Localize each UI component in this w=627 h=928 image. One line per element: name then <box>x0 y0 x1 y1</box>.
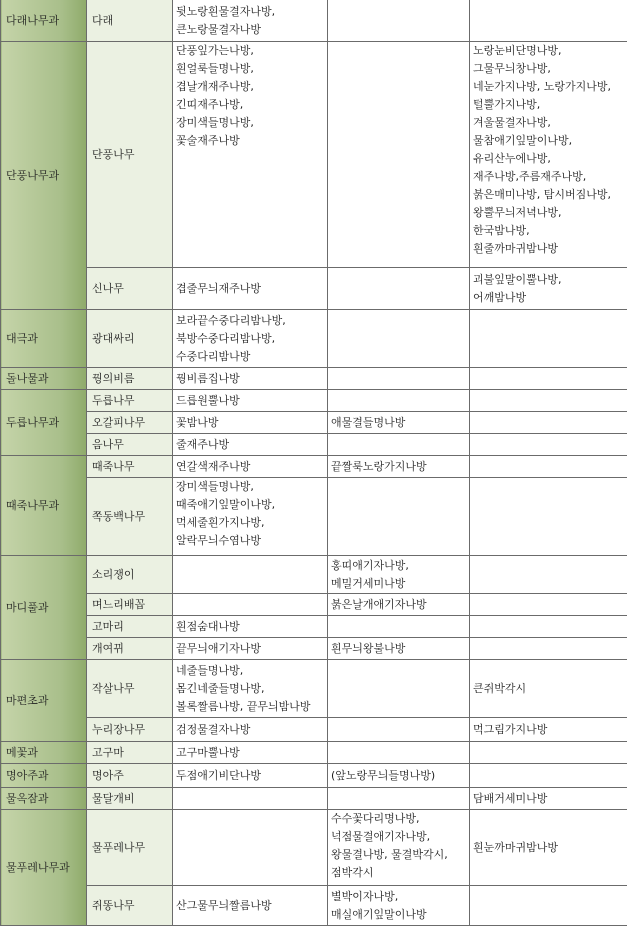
col3-cell <box>173 594 328 616</box>
table-row <box>1 456 627 478</box>
table-row <box>1 788 627 810</box>
moth-name: 왕물결나방, 물결박각시, <box>331 848 448 861</box>
moth-name: 끝무늬애기자나방 <box>176 641 262 655</box>
moth-name: 큰노랑물결자나방 <box>176 22 262 36</box>
plant-cell: 며느리배꼽 <box>87 594 173 616</box>
moth-name: 홍띠애기자나방, <box>331 558 409 572</box>
moth-name: 흰눈까마귀밤나방 <box>473 840 559 854</box>
col5-cell <box>470 478 627 556</box>
col4-cell <box>328 42 470 268</box>
col3-cell <box>173 268 328 310</box>
moth-name: 겹줄무늬재주나방 <box>176 281 262 295</box>
moth-name: 그물무늬창나방, <box>473 62 551 75</box>
moth-name: 괴불잎말이뿔나방, <box>473 272 562 286</box>
moth-name: 큰쥐박각시 <box>473 681 527 695</box>
col5-cell <box>470 268 627 310</box>
plant-cell: 단풍나무 <box>87 42 173 268</box>
family-cell: 대극과 <box>1 310 87 368</box>
moth-name: 줄재주나방 <box>176 437 230 451</box>
moth-name: 먹세줄흰가지나방, <box>176 516 265 529</box>
moth-name: 메밀거세미나방 <box>331 576 406 590</box>
col5-cell <box>470 556 627 594</box>
col5-cell <box>470 594 627 616</box>
col4-cell <box>328 434 470 456</box>
col5-cell <box>470 368 627 390</box>
moth-name: 두점애기비단나방 <box>176 768 262 782</box>
family-cell: 마편초과 <box>1 660 87 742</box>
moth-name: 볼록짤름나방, 끝무늬밤나방 <box>176 699 311 713</box>
moth-name: 점박각시 <box>331 866 374 879</box>
col3-cell <box>173 368 328 390</box>
family-cell: 마디풀과 <box>1 556 87 660</box>
moth-name: 어깨밤나방 <box>473 290 527 304</box>
moth-name: 노랑눈비단명나방, <box>473 44 562 57</box>
moth-name: 담배거세미나방 <box>473 791 548 805</box>
moth-name: 붉은매미나방, 탐시버짐나방, <box>473 188 612 201</box>
moth-name: 몸긴네줄들명나방, <box>176 681 265 695</box>
moth-name: 보라끝수중다리밤나방, <box>176 313 286 327</box>
plant-cell: 오갈피나무 <box>87 412 173 434</box>
col3-cell <box>173 638 328 660</box>
col4-cell <box>328 310 470 368</box>
col3-cell <box>173 764 328 788</box>
moth-name: 꽃술재주나방 <box>176 134 240 147</box>
col4-cell <box>328 556 470 594</box>
plant-cell: 물달개비 <box>87 788 173 810</box>
moth-name: 매실애기잎말이나방 <box>331 907 427 921</box>
col3-cell <box>173 556 328 594</box>
col5-cell <box>470 412 627 434</box>
col5-cell <box>470 810 627 886</box>
moth-name: 단풍잎가는나방, <box>176 44 254 57</box>
table-row <box>1 434 627 456</box>
table-row <box>1 556 627 594</box>
moth-name: 겨울물결자나방, <box>473 116 551 129</box>
col4-cell <box>328 478 470 556</box>
col4-cell <box>328 638 470 660</box>
family-cell: 물푸레나무과 <box>1 810 87 926</box>
col3-cell <box>173 788 328 810</box>
family-cell: 명아주과 <box>1 764 87 788</box>
col4-cell <box>328 268 470 310</box>
moth-name: 흰얼룩들명나방, <box>176 62 254 75</box>
moth-name: 네눈가지나방, 노랑가지나방, <box>473 80 612 93</box>
moth-name: 애물결들명나방 <box>331 415 406 429</box>
plant-cell: 작살나무 <box>87 660 173 718</box>
col5-cell <box>470 764 627 788</box>
moth-name: 고구마뿔나방 <box>176 745 240 759</box>
plant-cell: 쥐똥나무 <box>87 886 173 926</box>
moth-name: 겹날개재주나방, <box>176 80 254 93</box>
plant-cell: 다래 <box>87 0 173 42</box>
col5-cell <box>470 390 627 412</box>
plant-cell: 꿩의비름 <box>87 368 173 390</box>
family-cell: 다래나무과 <box>1 0 87 42</box>
moth-name: 연갈색재주나방 <box>176 459 251 473</box>
moth-name: 흰무늬왕불나방 <box>331 641 406 655</box>
moth-name: 검정물결자나방 <box>176 722 251 736</box>
col3-cell <box>173 718 328 742</box>
table-row <box>1 412 627 434</box>
col4-cell <box>328 742 470 764</box>
table-row <box>1 742 627 764</box>
col3-cell <box>173 390 328 412</box>
col3-cell <box>173 412 328 434</box>
col4-cell <box>328 594 470 616</box>
col4-cell <box>328 788 470 810</box>
col3-cell <box>173 434 328 456</box>
moth-name: 긴띠재주나방, <box>176 98 244 111</box>
moth-name: 재주나방,주름재주나방, <box>473 170 587 183</box>
moth-name: 털뿔가지나방, <box>473 98 541 111</box>
table-row <box>1 478 627 556</box>
moth-name: 넉점물결애기자나방, <box>331 830 431 843</box>
table-row <box>1 638 627 660</box>
col3-cell <box>173 660 328 718</box>
col4-cell <box>328 886 470 926</box>
moth-name: 네줄들명나방, <box>176 663 244 677</box>
col4-cell <box>328 810 470 886</box>
col3-cell <box>173 886 328 926</box>
col3-cell <box>173 310 328 368</box>
table-row <box>1 886 627 926</box>
moth-name: 장미색들명나방, <box>176 480 254 493</box>
plant-cell: 신나무 <box>87 268 173 310</box>
col5-cell <box>470 616 627 638</box>
plant-cell: 음나무 <box>87 434 173 456</box>
plant-cell: 명아주 <box>87 764 173 788</box>
plant-cell: 광대싸리 <box>87 310 173 368</box>
col4-cell <box>328 660 470 718</box>
moth-name: 꿩비름집나방 <box>176 371 240 385</box>
col3-cell <box>173 810 328 886</box>
moth-name: 꽃밤나방 <box>176 415 219 429</box>
col5-cell <box>470 660 627 718</box>
col4-cell <box>328 412 470 434</box>
col5-cell <box>470 434 627 456</box>
col5-cell <box>470 310 627 368</box>
moth-name: 알락무늬수염나방 <box>176 534 262 547</box>
plant-cell: 때죽나무 <box>87 456 173 478</box>
moth-name: (앞노랑무늬들명나방) <box>331 768 436 782</box>
col3-cell <box>173 742 328 764</box>
table-row <box>1 810 627 886</box>
col4-cell <box>328 718 470 742</box>
table-row <box>1 616 627 638</box>
moth-name: 끝짤룩노랑가지나방 <box>331 459 427 473</box>
moth-name: 왕뿔무늬저녁나방, <box>473 206 562 219</box>
col5-cell <box>470 742 627 764</box>
moth-name: 수수꽃다리명나방, <box>331 812 420 825</box>
table-row <box>1 718 627 742</box>
col5-cell <box>470 42 627 268</box>
table-row <box>1 42 627 268</box>
table-row <box>1 310 627 368</box>
moth-name: 때죽애기잎말이나방, <box>176 498 276 511</box>
family-cell: 물옥잠과 <box>1 788 87 810</box>
plant-cell: 고마리 <box>87 616 173 638</box>
plant-cell: 쪽동백나무 <box>87 478 173 556</box>
moth-name: 한국밤나방, <box>473 224 530 237</box>
moth-name: 수중다리밤나방 <box>176 349 251 363</box>
family-cell: 단풍나무과 <box>1 42 87 310</box>
table-row <box>1 764 627 788</box>
col5-cell <box>470 456 627 478</box>
table-row <box>1 390 627 412</box>
moth-name: 장미색들명나방, <box>176 116 254 129</box>
moth-name: 물참애기잎말이나방, <box>473 134 573 147</box>
table-row <box>1 368 627 390</box>
col4-cell <box>328 390 470 412</box>
plant-cell: 개여뀌 <box>87 638 173 660</box>
col3-cell <box>173 616 328 638</box>
col3-cell <box>173 478 328 556</box>
plant-cell: 고구마 <box>87 742 173 764</box>
moth-name: 북방수중다리밤나방, <box>176 331 276 345</box>
col4-cell <box>328 616 470 638</box>
family-cell: 메꽃과 <box>1 742 87 764</box>
table-row <box>1 268 627 310</box>
table-row <box>1 660 627 718</box>
col4-cell <box>328 368 470 390</box>
col3-cell <box>173 0 328 42</box>
table-row <box>1 594 627 616</box>
col5-cell <box>470 886 627 926</box>
family-cell: 두릅나무과 <box>1 390 87 456</box>
plant-cell: 소리쟁이 <box>87 556 173 594</box>
plant-cell: 물푸레나무 <box>87 810 173 886</box>
moth-name: 흰줄까마귀밤나방 <box>473 242 559 255</box>
family-cell: 돌나물과 <box>1 368 87 390</box>
col5-cell <box>470 718 627 742</box>
family-cell: 때죽나무과 <box>1 456 87 556</box>
moth-name: 흰점숨대나방 <box>176 619 240 633</box>
moth-name: 붉은날개애기자나방 <box>331 597 427 611</box>
col4-cell <box>328 0 470 42</box>
col4-cell <box>328 456 470 478</box>
moth-name: 별박이자나방, <box>331 889 399 903</box>
table-row <box>1 0 627 42</box>
col3-cell <box>173 42 328 268</box>
moth-name: 산그물무늬짤름나방 <box>176 898 272 912</box>
plant-cell: 누리장나무 <box>87 718 173 742</box>
col5-cell <box>470 0 627 42</box>
moth-name: 드릅원뿔나방 <box>176 393 240 407</box>
col3-cell <box>173 456 328 478</box>
moth-name: 먹그림가지나방 <box>473 722 548 736</box>
col5-cell <box>470 788 627 810</box>
moth-name: 뒷노랑흰물결자나방, <box>176 4 276 18</box>
col5-cell <box>470 638 627 660</box>
plant-cell: 두릅나무 <box>87 390 173 412</box>
moth-name: 유리산누에나방, <box>473 152 551 165</box>
col4-cell <box>328 764 470 788</box>
